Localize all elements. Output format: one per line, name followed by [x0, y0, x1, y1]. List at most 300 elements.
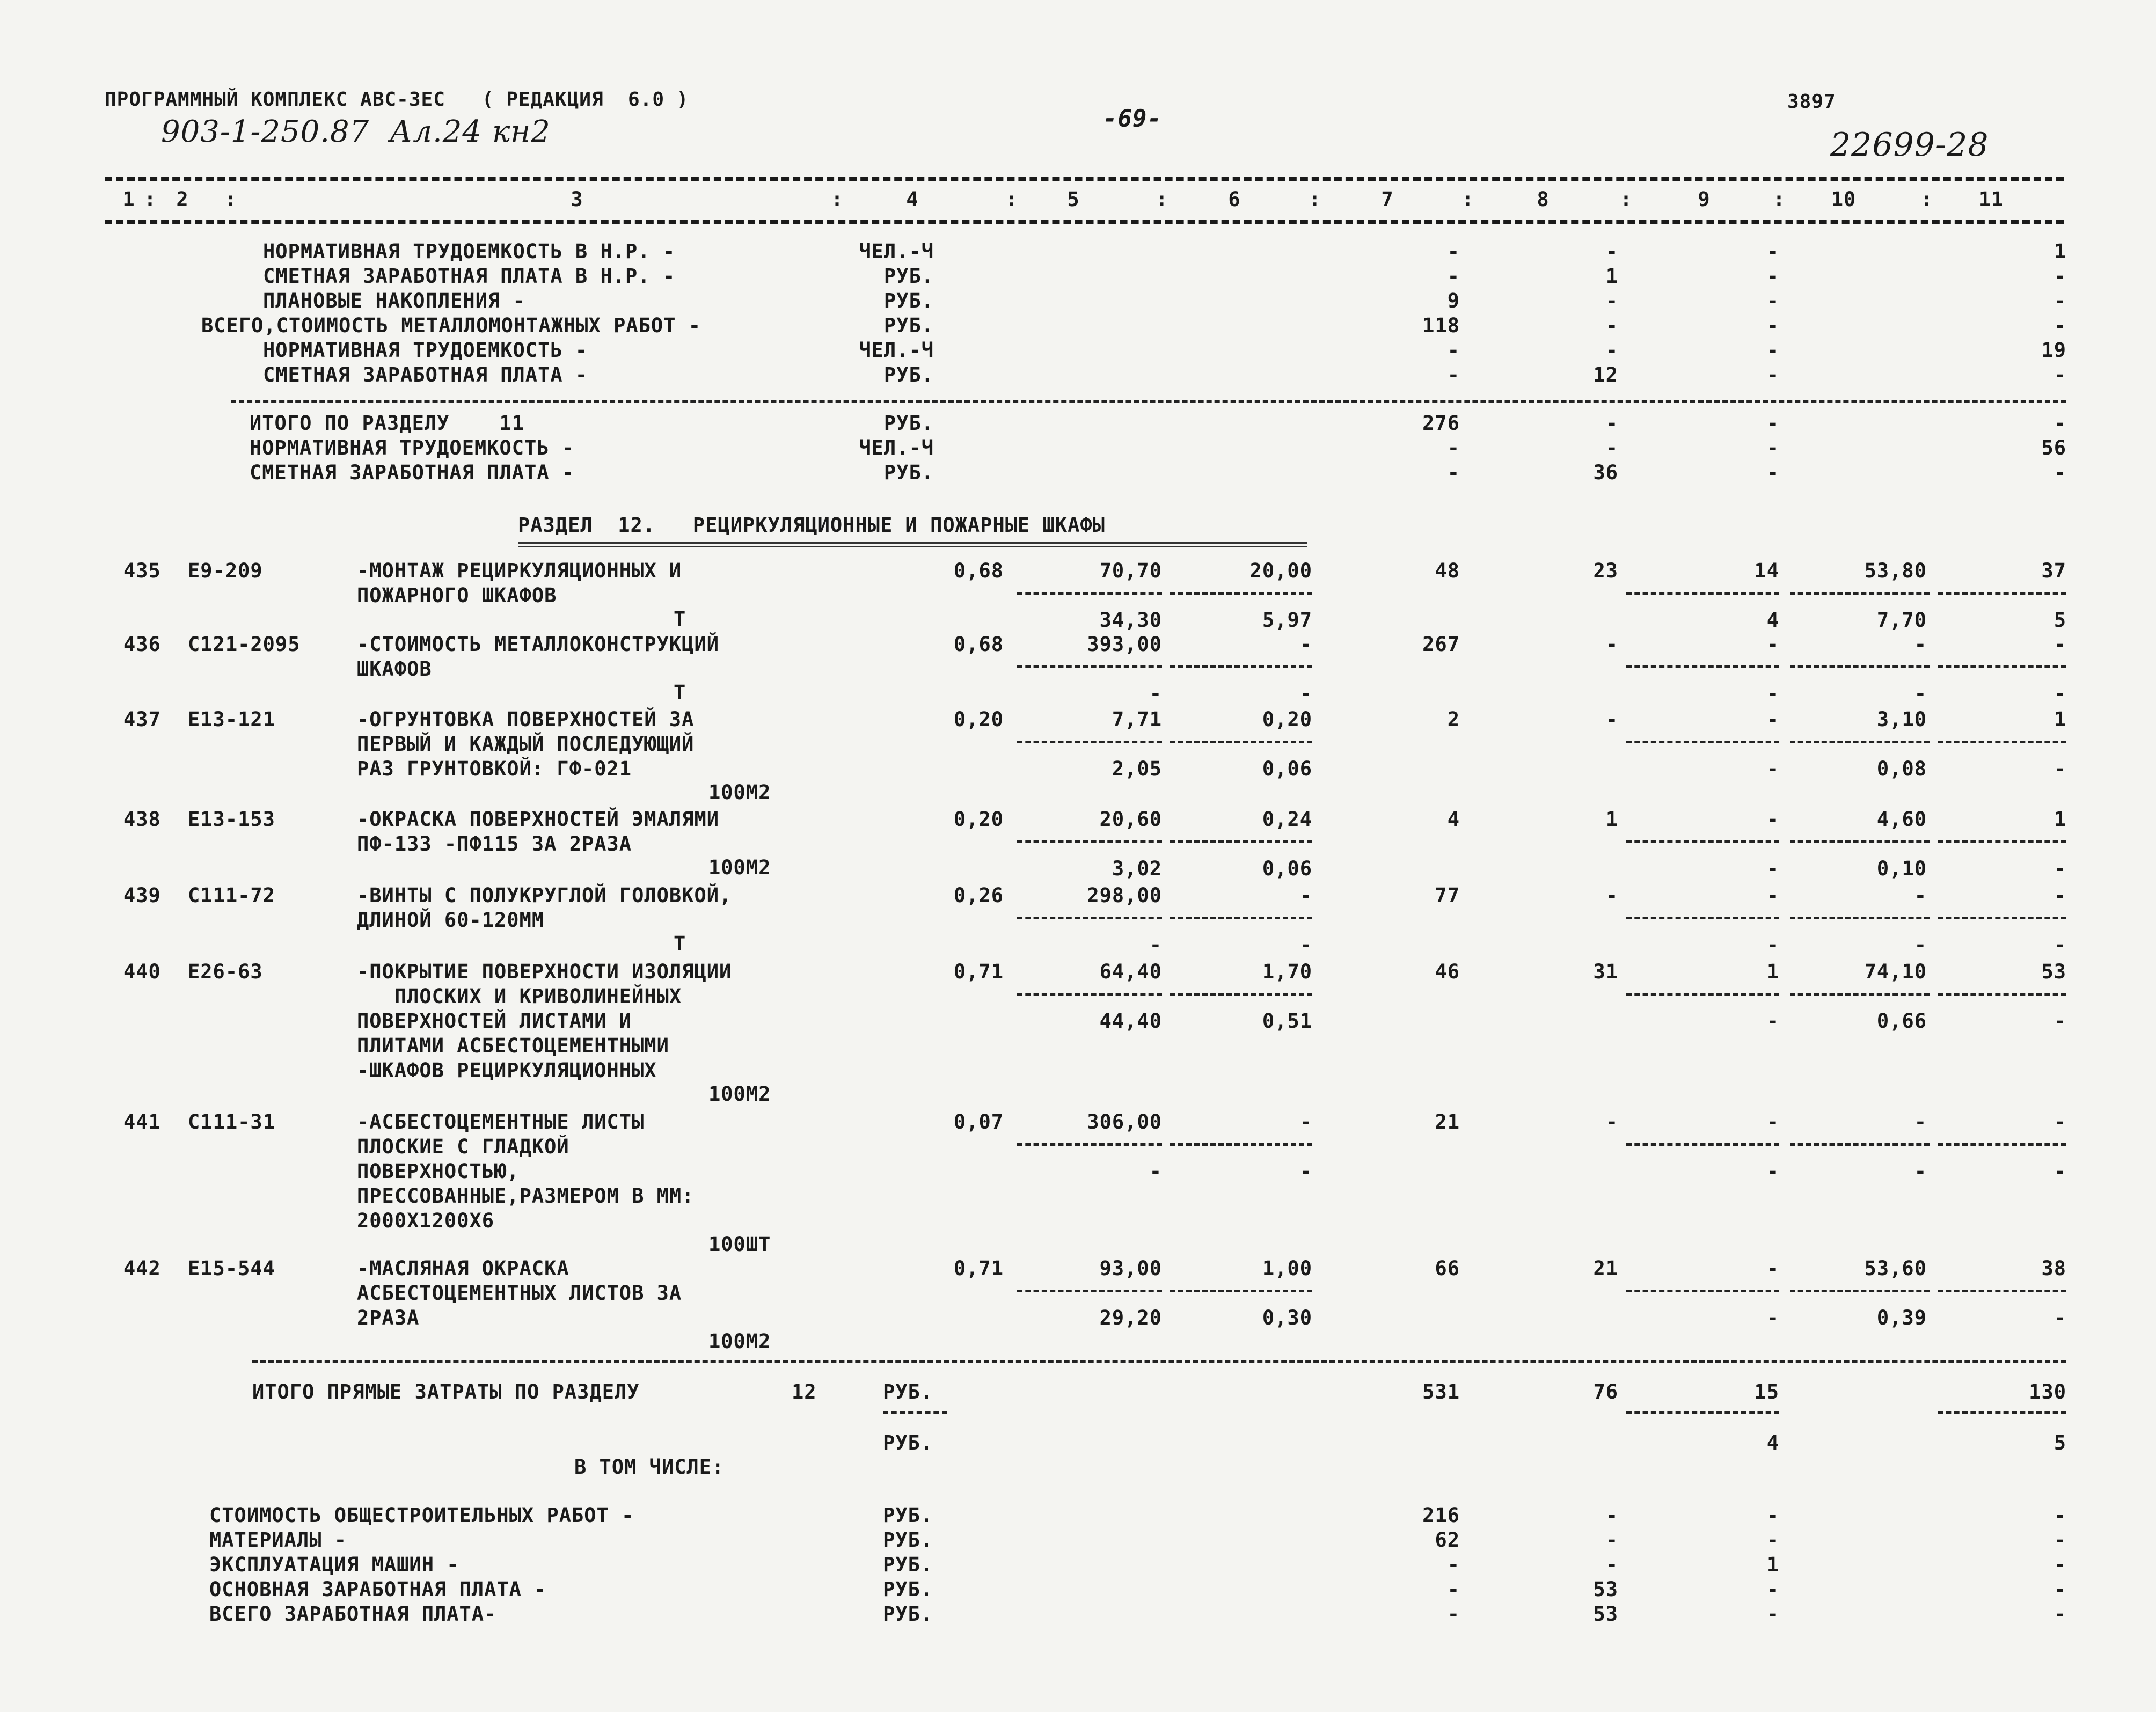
item-number: 439	[123, 884, 161, 907]
cell-divider	[1938, 993, 2066, 996]
cell-divider	[1017, 993, 1162, 996]
unit: РУБ.	[883, 1431, 933, 1454]
measure-unit: Т	[674, 681, 686, 704]
unit-wage: -	[1149, 1160, 1162, 1183]
summary-label: ВСЕГО,СТОИМОСТЬ МЕТАЛЛОМОНТАЖНЫХ РАБОТ -	[201, 314, 701, 337]
col11-value: -	[2053, 314, 2066, 337]
col9-value: -	[1766, 265, 1779, 288]
cell-divider	[1626, 1290, 1779, 1292]
wage-value: 21	[1593, 1257, 1618, 1280]
handwritten-project-number: 903-1-250.87 Ал.24 кн2	[161, 114, 551, 149]
unit-wage: 3,02	[1112, 857, 1162, 880]
item-description: ПОВЕРХНОСТЬЮ,	[357, 1160, 520, 1183]
col9-value: -	[1766, 1257, 1779, 1280]
col8-value: 76	[1593, 1380, 1618, 1403]
col10-sub-value: 0,39	[1876, 1306, 1927, 1329]
col9-sub-value: -	[1766, 1306, 1779, 1329]
col8-value: 1	[1605, 265, 1618, 288]
unit: РУБ.	[883, 461, 934, 484]
col7-value: 118	[1422, 314, 1460, 337]
col8-value: -	[1605, 1528, 1618, 1552]
unit: РУБ.	[883, 289, 934, 312]
cell-divider	[1017, 741, 1162, 743]
col9-sub-value: -	[1766, 857, 1779, 880]
col11-sub-value: -	[2053, 933, 2066, 956]
column-number: 11	[1978, 188, 2004, 211]
col8-value: -	[1605, 412, 1618, 435]
col7-value: -	[1447, 339, 1460, 362]
section-number: 12	[792, 1380, 817, 1403]
col11-sub-value: -	[2053, 1306, 2066, 1329]
quantity: 0,71	[953, 960, 1004, 983]
handwritten-register-number: 22699-28	[1830, 126, 1989, 164]
cell-divider	[1938, 741, 2066, 743]
col9-sub-value: -	[1766, 757, 1779, 780]
wage-value: -	[1605, 708, 1618, 731]
cell-divider	[1938, 592, 2066, 595]
col11-value: 56	[2041, 436, 2066, 459]
item-description: -МОНТАЖ РЕЦИРКУЛЯЦИОННЫХ И	[357, 559, 682, 582]
summary-label: НОРМАТИВНАЯ ТРУДОЕМКОСТЬ В Н.Р. -	[263, 240, 676, 263]
col6-value: 0,20	[1262, 708, 1312, 731]
col8-value: 36	[1593, 461, 1618, 484]
cell-divider	[1790, 741, 1930, 743]
unit: РУБ.	[883, 1578, 933, 1601]
column-number: 10	[1831, 188, 1857, 211]
col8-value: 53	[1593, 1603, 1618, 1626]
item-description: ПОЖАРНОГО ШКАФОВ	[357, 584, 557, 607]
item-description: ПРЕССОВАННЫЕ,РАЗМЕРОМ В ММ:	[357, 1184, 695, 1208]
cell-divider	[1170, 592, 1312, 595]
total-cost: 21	[1435, 1110, 1460, 1133]
cell-divider	[1790, 592, 1930, 595]
col8-value: 53	[1593, 1578, 1618, 1601]
unit: ЧЕЛ.-Ч	[859, 339, 934, 362]
cell-divider	[1017, 917, 1162, 919]
col9-value: -	[1766, 884, 1779, 907]
col8-value: -	[1605, 339, 1618, 362]
item-description: ПФ-133 -ПФ115 ЗА 2РАЗА	[357, 832, 632, 855]
col9-value: -	[1766, 1528, 1779, 1552]
col7-value: -	[1447, 436, 1460, 459]
col10-sub-value: -	[1914, 933, 1927, 956]
breakdown-label: ЭКСПЛУАТАЦИЯ МАШИН -	[209, 1553, 459, 1576]
column-number: 7	[1381, 188, 1394, 211]
col6-sub-value: -	[1299, 933, 1312, 956]
col10-value: -	[1914, 1110, 1927, 1133]
col9-value: -	[1766, 808, 1779, 831]
col11-sub-value: 5	[2053, 609, 2066, 632]
unit-wage: 2,05	[1112, 757, 1162, 780]
summary-label: ПЛАНОВЫЕ НАКОПЛЕНИЯ -	[263, 289, 525, 312]
quantity: 0,20	[953, 708, 1004, 731]
measure-unit: 100М2	[708, 1330, 771, 1353]
measure-unit: Т	[674, 932, 686, 955]
unit-cost: 7,71	[1112, 708, 1162, 731]
cell-divider	[1938, 840, 2066, 843]
wage-value: -	[1605, 1110, 1618, 1133]
item-description: -ВИНТЫ С ПОЛУКРУГЛОЙ ГОЛОВКОЙ,	[357, 884, 732, 907]
item-description: ПЕРВЫЙ И КАЖДЫЙ ПОСЛЕДУЮЩИЙ	[357, 733, 695, 756]
rate-code: Е15-544	[188, 1257, 275, 1280]
col7-value: 9	[1447, 289, 1460, 312]
col11-value: -	[2053, 412, 2066, 435]
total-cost: 48	[1435, 559, 1460, 582]
col11-value: 38	[2041, 1257, 2066, 1280]
col10-value: 53,60	[1864, 1257, 1927, 1280]
header-top-rule	[105, 177, 2064, 181]
cell-divider	[1626, 665, 1779, 668]
col9-value: -	[1766, 1603, 1779, 1626]
cell-divider	[1170, 665, 1312, 668]
cell-divider	[1170, 917, 1312, 919]
cell-divider	[1790, 917, 1930, 919]
rate-code: Е9-209	[188, 559, 263, 582]
quantity: 0,26	[953, 884, 1004, 907]
col11-value: -	[2053, 363, 2066, 386]
item-description: ПЛОСКИЕ С ГЛАДКОЙ	[357, 1135, 569, 1158]
col9-value: 1	[1766, 960, 1779, 983]
col9-value: -	[1766, 633, 1779, 656]
col9-sub-value: -	[1766, 1160, 1779, 1183]
col9-sub-value: 4	[1766, 609, 1779, 632]
col11-sub-value: -	[2053, 1160, 2066, 1183]
total-cost: 46	[1435, 960, 1460, 983]
col10-sub-value: 0,08	[1876, 757, 1927, 780]
col7-value: 62	[1435, 1528, 1460, 1552]
unit-cost: 70,70	[1099, 559, 1162, 582]
unit: РУБ.	[883, 1528, 933, 1552]
col6-sub-value: 5,97	[1262, 609, 1312, 632]
cell-divider	[1790, 1290, 1930, 1292]
header-bottom-rule	[105, 220, 2064, 224]
cell-divider	[1626, 741, 1779, 743]
col6-sub-value: 0,06	[1262, 857, 1312, 880]
col8-value: -	[1605, 314, 1618, 337]
col9-value: -	[1766, 314, 1779, 337]
unit-cost: 298,00	[1087, 884, 1162, 907]
unit-cost: 64,40	[1099, 960, 1162, 983]
cell-divider	[1938, 665, 2066, 668]
summary-label: НОРМАТИВНАЯ ТРУДОЕМКОСТЬ -	[263, 339, 588, 362]
column-number: 1	[122, 188, 135, 211]
cell-divider	[1790, 1143, 1930, 1146]
item-description: АСБЕСТОЦЕМЕНТНЫХ ЛИСТОВ ЗА	[357, 1282, 682, 1305]
col6-value: 20,00	[1249, 559, 1312, 582]
breakdown-label: ОСНОВНАЯ ЗАРАБОТНАЯ ПЛАТА -	[209, 1578, 547, 1601]
col9-value: -	[1766, 1504, 1779, 1527]
col11-value: -	[2053, 1504, 2066, 1527]
col10-sub-value: 0,10	[1876, 857, 1927, 880]
item-number: 442	[123, 1257, 161, 1280]
col9-value: 14	[1754, 559, 1779, 582]
quantity: 0,71	[953, 1257, 1004, 1280]
cell-divider	[1626, 592, 1779, 595]
col6-sub-value: 0,30	[1262, 1306, 1312, 1329]
col6-value: -	[1299, 884, 1312, 907]
including-label: В ТОМ ЧИСЛЕ:	[574, 1455, 725, 1479]
col11-sub-value: -	[2053, 682, 2066, 705]
col8-value: 12	[1593, 363, 1618, 386]
column-separator: :	[1005, 188, 1018, 211]
wage-value: 1	[1605, 808, 1618, 831]
cell-divider	[1790, 665, 1930, 668]
col7-value: 531	[1422, 1380, 1460, 1403]
section-total-label: НОРМАТИВНАЯ ТРУДОЕМКОСТЬ -	[250, 436, 575, 459]
unit-wage: 29,20	[1099, 1306, 1162, 1329]
total-cost: 66	[1435, 1257, 1460, 1280]
unit-cost: 93,00	[1099, 1257, 1162, 1280]
col9-value: -	[1766, 1578, 1779, 1601]
item-description: 2000Х1200Х6	[357, 1209, 495, 1232]
unit-wage: -	[1149, 933, 1162, 956]
breakdown-label: СТОИМОСТЬ ОБЩЕСТРОИТЕЛЬНЫХ РАБОТ -	[209, 1504, 634, 1527]
measure-unit: 100ШТ	[708, 1233, 771, 1256]
total-cost: 77	[1435, 884, 1460, 907]
section-total-label: СМЕТНАЯ ЗАРАБОТНАЯ ПЛАТА -	[250, 461, 575, 484]
column-separator: :	[1156, 188, 1168, 211]
col6-value: -	[1299, 1110, 1312, 1133]
column-separator: :	[1461, 188, 1474, 211]
col8-value: -	[1605, 436, 1618, 459]
col6-sub-value: 0,06	[1262, 757, 1312, 780]
unit: РУБ.	[883, 314, 934, 337]
wage-value: 23	[1593, 559, 1618, 582]
col9-value: 15	[1754, 1380, 1779, 1403]
section11-divider	[231, 400, 2066, 403]
column-separator: :	[144, 188, 157, 211]
item-description: ПОВЕРХНОСТЕЙ ЛИСТАМИ И	[357, 1009, 632, 1033]
unit-wage: 44,40	[1099, 1009, 1162, 1033]
col9-value: 1	[1766, 1553, 1779, 1576]
item-description: ШКАФОВ	[357, 657, 432, 681]
unit: РУБ.	[883, 265, 934, 288]
cell-divider	[1626, 1411, 1779, 1414]
column-number: 3	[571, 188, 583, 211]
cell-divider	[1626, 840, 1779, 843]
document-code: 3897	[1787, 91, 1836, 113]
summary-label: СМЕТНАЯ ЗАРАБОТНАЯ ПЛАТА -	[263, 363, 588, 386]
rate-code: Е26-63	[188, 960, 263, 983]
col11-value: -	[2053, 289, 2066, 312]
column-separator: :	[1309, 188, 1321, 211]
item-description: ПЛОСКИХ И КРИВОЛИНЕЙНЫХ	[357, 985, 682, 1008]
col9-value: -	[1766, 708, 1779, 731]
wage-value: -	[1605, 884, 1618, 907]
cell-divider	[1790, 993, 1930, 996]
cell-divider	[1017, 840, 1162, 843]
col11-value: -	[2053, 461, 2066, 484]
col11-value: -	[2053, 1553, 2066, 1576]
summary-label: СМЕТНАЯ ЗАРАБОТНАЯ ПЛАТА В Н.Р. -	[263, 265, 676, 288]
rate-code: Е13-121	[188, 708, 275, 731]
col11-value: -	[2053, 1578, 2066, 1601]
col9-value: -	[1766, 1110, 1779, 1133]
unit: ЧЕЛ.-Ч	[859, 240, 934, 263]
rate-code: С121-2095	[188, 633, 301, 656]
column-separator: :	[1773, 188, 1786, 211]
measure-unit: 100М2	[708, 856, 771, 879]
item-description: 2РАЗА	[357, 1306, 420, 1329]
col9-sub-value: 4	[1766, 1431, 1779, 1454]
col10-sub-value: -	[1914, 1160, 1927, 1183]
col11-value: -	[2053, 1603, 2066, 1626]
cell-divider	[1017, 592, 1162, 595]
unit: РУБ.	[883, 1380, 933, 1403]
item-number: 437	[123, 708, 161, 731]
col9-value: -	[1766, 436, 1779, 459]
unit-wage: -	[1149, 682, 1162, 705]
column-number: 4	[906, 188, 919, 211]
col11-value: 37	[2041, 559, 2066, 582]
cell-divider	[1170, 741, 1312, 743]
cell-divider	[1626, 1143, 1779, 1146]
col10-value: 3,10	[1876, 708, 1927, 731]
item-number: 441	[123, 1110, 161, 1133]
item-description: РАЗ ГРУНТОВКОЙ: ГФ-021	[357, 757, 632, 780]
col10-sub-value: 0,66	[1876, 1009, 1927, 1033]
col6-value: -	[1299, 633, 1312, 656]
quantity: 0,07	[953, 1110, 1004, 1133]
col6-sub-value: -	[1299, 682, 1312, 705]
item-description: ДЛИНОЙ 60-120ММ	[357, 909, 545, 932]
column-number: 5	[1067, 188, 1080, 211]
column-separator: :	[224, 188, 237, 211]
col7-value: -	[1447, 240, 1460, 263]
unit-cost: 306,00	[1087, 1110, 1162, 1133]
item-description: -ПОКРЫТИЕ ПОВЕРХНОСТИ ИЗОЛЯЦИИ	[357, 960, 732, 983]
cell-divider	[1017, 1290, 1162, 1292]
item-description: -ОГРУНТОВКА ПОВЕРХНОСТЕЙ ЗА	[357, 708, 695, 731]
section-title-underline	[518, 542, 1307, 547]
cell-divider	[1626, 917, 1779, 919]
rate-code: С111-72	[188, 884, 275, 907]
rate-code: С111-31	[188, 1110, 275, 1133]
col7-value: -	[1447, 1603, 1460, 1626]
unit: ЧЕЛ.-Ч	[859, 436, 934, 459]
col11-sub-value: -	[2053, 757, 2066, 780]
col11-value: 130	[2029, 1380, 2066, 1403]
col11-value: -	[2053, 884, 2066, 907]
col7-value: -	[1447, 1553, 1460, 1576]
section-total-label: ИТОГО ПО РАЗДЕЛУ 11	[250, 412, 525, 435]
cell-divider	[1790, 840, 1930, 843]
quantity: 0,68	[953, 633, 1004, 656]
col8-value: -	[1605, 240, 1618, 263]
cell-divider	[1938, 1143, 2066, 1146]
unit-wage: 34,30	[1099, 609, 1162, 632]
breakdown-label: МАТЕРИАЛЫ -	[209, 1528, 347, 1552]
col11-value: -	[2053, 633, 2066, 656]
section-total-label: ИТОГО ПРЯМЫЕ ЗАТРАТЫ ПО РАЗДЕЛУ	[252, 1380, 640, 1403]
col11-value: 53	[2041, 960, 2066, 983]
rate-code: Е13-153	[188, 808, 275, 831]
cell-divider	[1626, 993, 1779, 996]
measure-unit: Т	[674, 608, 686, 631]
col11-value: -	[2053, 1110, 2066, 1133]
col9-sub-value: -	[1766, 933, 1779, 956]
col9-value: -	[1766, 412, 1779, 435]
cell-divider	[1938, 1411, 2066, 1414]
col11-value: 19	[2041, 339, 2066, 362]
col11-value: -	[2053, 1528, 2066, 1552]
unit: РУБ.	[883, 1504, 933, 1527]
col7-value: 216	[1422, 1504, 1460, 1527]
col9-value: -	[1766, 363, 1779, 386]
col10-value: 74,10	[1864, 960, 1927, 983]
unit: РУБ.	[883, 412, 934, 435]
col9-sub-value: -	[1766, 1009, 1779, 1033]
breakdown-label: ВСЕГО ЗАРАБОТНАЯ ПЛАТА-	[209, 1603, 497, 1626]
item-number: 438	[123, 808, 161, 831]
total-cost: 267	[1422, 633, 1460, 656]
cell-divider	[1938, 1290, 2066, 1292]
quantity: 0,20	[953, 808, 1004, 831]
col11-value: 1	[2053, 240, 2066, 263]
total-cost: 4	[1447, 808, 1460, 831]
unit: РУБ.	[883, 1603, 933, 1626]
column-separator: :	[1620, 188, 1633, 211]
item-description: -АСБЕСТОЦЕМЕНТНЫЕ ЛИСТЫ	[357, 1110, 645, 1133]
column-number: 9	[1698, 188, 1711, 211]
col10-value: -	[1914, 884, 1927, 907]
col8-value: -	[1605, 1553, 1618, 1576]
unit: РУБ.	[883, 363, 934, 386]
col9-value: -	[1766, 240, 1779, 263]
col6-value: 0,24	[1262, 808, 1312, 831]
col7-value: 276	[1422, 412, 1460, 435]
item-description: -ОКРАСКА ПОВЕРХНОСТЕЙ ЭМАЛЯМИ	[357, 808, 720, 831]
measure-unit: 100М2	[708, 1082, 771, 1106]
wage-value: -	[1605, 633, 1618, 656]
item-description: ПЛИТАМИ АСБЕСТОЦЕМЕНТНЫМИ	[357, 1034, 669, 1057]
col11-value: 1	[2053, 808, 2066, 831]
col11-sub-value: 5	[2053, 1431, 2066, 1454]
item-number: 440	[123, 960, 161, 983]
cell-divider	[1017, 665, 1162, 668]
col10-sub-value: 7,70	[1876, 609, 1927, 632]
col10-sub-value: -	[1914, 682, 1927, 705]
col11-sub-value: -	[2053, 1009, 2066, 1033]
measure-unit: 100М2	[708, 781, 771, 804]
unit-cost: 393,00	[1087, 633, 1162, 656]
wage-value: 31	[1593, 960, 1618, 983]
col9-value: -	[1766, 289, 1779, 312]
col7-value: -	[1447, 1578, 1460, 1601]
unit-divider	[883, 1411, 947, 1414]
cell-divider	[1170, 1143, 1312, 1146]
item-description: -СТОИМОСТЬ МЕТАЛЛОКОНСТРУКЦИЙ	[357, 633, 720, 656]
total-cost: 2	[1447, 708, 1460, 731]
col11-value: -	[2053, 265, 2066, 288]
col11-value: 1	[2053, 708, 2066, 731]
col6-value: 1,70	[1262, 960, 1312, 983]
col8-value: -	[1605, 289, 1618, 312]
column-number: 8	[1537, 188, 1550, 211]
col9-value: -	[1766, 461, 1779, 484]
cell-divider	[1170, 840, 1312, 843]
cell-divider	[1170, 993, 1312, 996]
col6-value: 1,00	[1262, 1257, 1312, 1280]
column-separator: :	[1920, 188, 1933, 211]
cell-divider	[1170, 1290, 1312, 1292]
item-description: -МАСЛЯНАЯ ОКРАСКА	[357, 1257, 569, 1280]
section12-divider	[252, 1360, 2066, 1363]
column-number: 6	[1228, 188, 1241, 211]
col9-value: -	[1766, 339, 1779, 362]
col10-value: 4,60	[1876, 808, 1927, 831]
column-number: 2	[176, 188, 189, 211]
